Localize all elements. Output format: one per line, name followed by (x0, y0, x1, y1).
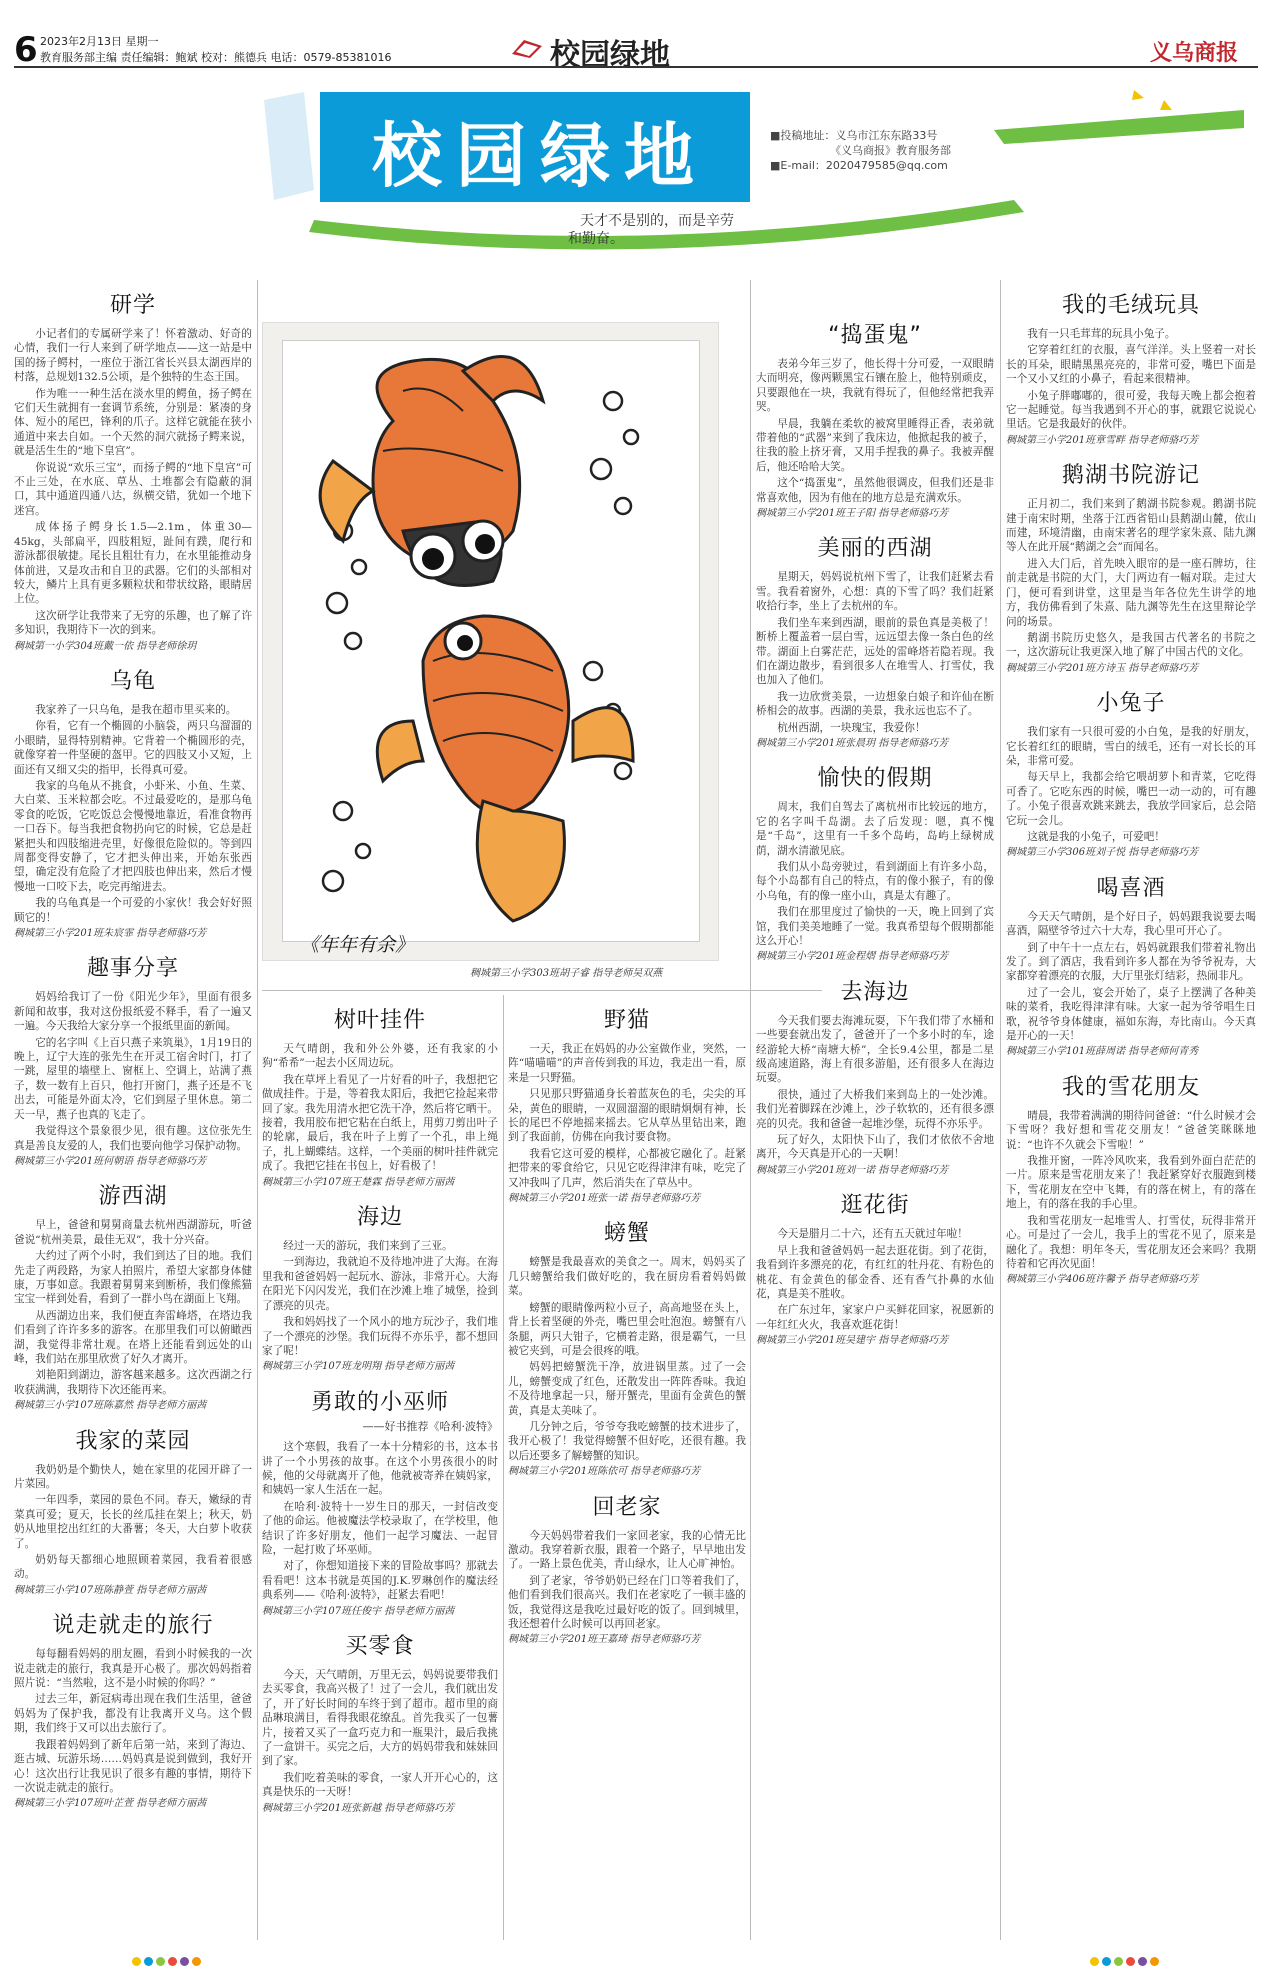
paragraph: 今天天气晴朗，是个好日子，妈妈跟我说要去喝喜酒，隔壁爷爷过六十大寿，我心里可开心了。 (1006, 910, 1256, 938)
paragraph: 我和妈妈找了一个风小的地方玩沙子，我们堆了一个漂亮的沙堡。我们玩得不亦乐乎，都不想回家了呢！ (262, 1316, 498, 1357)
paragraph: 这个“捣蛋鬼”，虽然他很调皮，但我们还是非常喜欢他，因为有他在的地方总是充满欢乐。 (756, 477, 994, 504)
article-byline: 稠城第三小学201班吴建宇 指导老师骆巧芳 (756, 1335, 949, 1347)
paragraph: 周末，我们自驾去了离杭州市比较远的地方，它的名字叫千岛湖。去了后发现：嗯，真不愧是“千岛”，这里有一千多个岛屿，岛屿上绿树成荫，湖水清澈见底。 (756, 801, 994, 857)
paragraph: 我推开窗，一阵冷风吹来，我看到外面白茫茫的一片。原来是雪花朋友来了！我赶紧穿好衣服跑到楼下，雪花朋友在空中飞舞，有的落在树上，有的落在地上，有的落在我的手心里。 (1006, 1155, 1256, 1211)
paragraph: 它穿着红红的衣服，喜气洋洋。头上竖着一对长长的耳朵，眼睛黑黑亮亮的，非常可爱，嘴巴下面是一个又小又红的小鼻子，看起来很精神。 (1006, 344, 1256, 386)
article-byline: 稠城第三小学201班何朝语 指导老师骆巧芳 (14, 1155, 207, 1167)
column-4 (756, 310, 994, 1940)
paragraph: 早上我和爸爸妈妈一起去逛花街。到了花街，我看到许多漂亮的花，有红红的牡丹花、有粉色的桃花、有金黄色的郁金香、还有香气扑鼻的水仙花，真是美不胜收。 (756, 1244, 994, 1300)
paragraph: 它的名字叫《上百只燕子来筑巢》，1月19日的晚上，辽宁大连的张先生在开灵工宿舍时门，打了一跳，屋里的墙壁上、窗框上、空调上，站满了燕子，数一数有上百只，他打开窗门，燕子还是不飞出去，可能是外面太冷，它们到屋子里休息。第二天一早，燕子也真的飞走了。 (14, 1036, 252, 1121)
contribute-dept: 《义乌商报》教育服务部 (830, 144, 951, 157)
footer-dot (1126, 1957, 1135, 1966)
paragraph: 今天是腊月二十六，还有五天就过年啦！ (777, 1228, 968, 1241)
paragraph: 对了，你想知道接下来的冒险故事吗？那就去看看吧！这本书就是英国的J.K.罗琳创作的魔法经典系列——《哈利·波特》，赶紧去看吧！ (262, 1560, 498, 1602)
paragraph: 只见那只野猫通身长着蓝灰色的毛，尖尖的耳朵，黄色的眼睛，一双圆溜溜的眼睛炯炯有神，长长的尾巴不停地摇来摇去。它从草丛里钻出来，跑到了我面前，仿佛在向我讨要食物。 (508, 1088, 746, 1144)
motto-line-1: 天才不是别的，而是辛劳 (580, 213, 734, 229)
article-byline: 稠城第三小学107班任俊宇 指导老师方丽茜 (262, 1605, 455, 1617)
paragraph: 这就是我的小兔子，可爱吧！ (1027, 830, 1165, 843)
paragraph: 你看，它有一个椭圆的小脑袋，两只乌溜溜的小眼睛，显得特别精神。它背着一个椭圆形的壳，就像穿着一件坚硬的盔甲。它的四肢又小又短，上面还有又细又尖的指甲，长得真可爱。 (14, 720, 252, 776)
article-title: 研学 (109, 293, 156, 318)
page-number: 6 (14, 30, 38, 70)
article-title: 鹅湖书院游记 (1061, 463, 1200, 489)
paragraph: 到了中午十一点左右，妈妈就跟我们带着礼物出发了。到了酒店，我看到许多人都在为爷爷祝寿，大家都穿着漂亮的衣服，大厅里张灯结彩，热闹非凡。 (1006, 941, 1256, 983)
column-5 (1006, 280, 1256, 1940)
footer-dot (1138, 1957, 1147, 1966)
paragraph: 这次研学让我带来了无穷的乐趣，也了解了许多知识，我期待下一次的到来。 (14, 609, 252, 637)
article-byline: 稠城第三小学201班方诗玉 指导老师骆巧芳 (1006, 662, 1199, 674)
article-byline: 稠城第三小学101班薛周诺 指导老师何青秀 (1006, 1046, 1199, 1058)
article-byline: 稠城第三小学201班张一诺 指导老师骆巧芳 (508, 1193, 701, 1205)
paragraph: 我们坐车来到西湖，眼前的景色真是美极了！断桥上覆盖着一层白雪，远远望去像一条白色的丝带。湖面上白雾茫茫，远处的雷峰塔若隐若现。我们在湖边散步，看到很多人在堆雪人、打雪仗，我也加入了他们。 (756, 616, 994, 687)
paragraph: 一天，我正在妈妈的办公室做作业，突然，一阵“喵喵喵”的声音传到我的耳边，我走出一看，原来是一只野猫。 (508, 1043, 746, 1084)
paragraph: 我跟着妈妈到了新年后第一站，来到了海边、逛古城、玩游乐场……妈妈真是说到做到，我好开心！这次出行让我见识了很多有趣的事情，期待下一次说走就走的旅行。 (14, 1738, 252, 1794)
article-byline: 稠城第三小学201班张晨玥 指导老师骆巧芳 (756, 737, 949, 749)
paragraph: 我看它这可爱的模样，心都被它融化了。赶紧把带来的零食给它，只见它吃得津津有味，吃完了又冲我叫了几声，然后消失在了草丛中。 (508, 1147, 746, 1189)
masthead-logo: 义乌商报 (1150, 40, 1239, 66)
footer-dot (1150, 1957, 1159, 1966)
article-byline: 稠城第三小学201班刘一诺 指导老师骆巧芳 (756, 1164, 949, 1176)
paragraph: 一到海边，我就迫不及待地冲进了大海。在海里我和爸爸妈妈一起玩水、游泳，非常开心。大海在阳光下闪闪发光，我们在沙滩上堆了城堡，捡到了漂亮的贝壳。 (262, 1256, 498, 1312)
paragraph: 玩了好久，太阳快下山了，我们才依依不舍地离开，今天真是开心的一天啊！ (756, 1134, 994, 1161)
paragraph: 一年四季，菜园的景色不同。春天，嫩绿的青菜真可爱；夏天，长长的丝瓜挂在架上；秋天，奶奶从地里挖出红红的大番薯；冬天，大白萝卜收获了。 (14, 1494, 252, 1550)
article-byline: 稠城第三小学107班陈嘉然 指导老师方丽茜 (14, 1400, 207, 1412)
article-byline: 稠城第三小学107班龙明翔 指导老师方丽茜 (262, 1361, 455, 1373)
article-title: 小兔子 (1096, 691, 1166, 717)
paragraph: 我们家有一只很可爱的小白兔，是我的好朋友，它长着红红的眼睛，雪白的绒毛，还有一对长长的耳朵，非常可爱。 (1006, 726, 1256, 767)
article-byline: 稠城第三小学201班章雪畔 指导老师骆巧芳 (1006, 434, 1199, 446)
paragraph: 早晨，我躺在柔软的被窝里睡得正香，表弟就带着他的“武器”来到了我床边，他掀起我的被子，往我的脸上挤牙膏，又用手捏我的鼻子。我被弄醒后，他还哈哈大笑。 (756, 417, 994, 473)
paragraph: 作为唯一一种生活在淡水里的鳄鱼，扬子鳄在它们天生就拥有一套调节系统，分别是：紧凑的身体、短小的尾巴，锋利的爪子。这样它就能在狭小通道中来去自如。一个天然的洞穴就扬子鳄来说，就是活生生的“地下皇宫”。 (14, 387, 252, 458)
paragraph: 每天早上，我都会给它喂胡萝卜和青菜，它吃得可香了。它吃东西的时候，嘴巴一动一动的，可有趣了。小兔子很喜欢跳来跳去，我放学回家后，总会陪它玩一会儿。 (1006, 771, 1256, 827)
section-divider (262, 990, 822, 991)
footer-dot (144, 1957, 153, 1966)
footer-dot (180, 1957, 189, 1966)
paragraph: 过了一会儿，宴会开始了，桌子上摆满了各种美味的菜肴，我吃得津津有味。大家一起为爷爷唱生日歌，祝爷爷身体健康，福如东海，寿比南山。今天真是开心的一天！ (1006, 986, 1256, 1043)
article-title: 美丽的西湖 (817, 536, 933, 562)
paragraph: 今天妈妈带着我们一家回老家，我的心情无比激动。我穿着新衣服，跟着一个路子，早早地出发了。一路上景色优美，青山绿水，让人心旷神怡。 (508, 1529, 746, 1571)
paragraph: 我奶奶是个勤快人，她在家里的花园开辟了一片菜园。 (14, 1463, 252, 1490)
article-title: 趣事分享 (86, 956, 179, 982)
paragraph: 奶奶每天都细心地照顾着菜园，我看着很感动。 (14, 1554, 252, 1581)
article-title: 勇敢的小巫师 (310, 1389, 449, 1415)
article-title: 乌龟 (109, 668, 156, 694)
motto-line-2: 和勤奋。 (568, 231, 624, 247)
article-title: 去海边 (840, 979, 910, 1005)
footer-dot (156, 1957, 165, 1966)
artwork-canvas (282, 340, 700, 942)
paragraph: 小兔子胖嘟嘟的，很可爱，我每天晚上都会抱着它一起睡觉。每当我遇到不开心的事，就跟它说说心里话。它是我最好的伙伴。 (1006, 389, 1256, 431)
paragraph: 我觉得这个景象很少见，很有趣。这位张先生真是善良友爱的人，我们也要向他学习保护动物。 (14, 1125, 252, 1152)
paragraph: 我和雪花朋友一起堆雪人、打雪仗，玩得非常开心。可是过了一会儿，我手上的雪花不见了，原来是融化了。我想：明年冬天，雪花朋友还会来吗？我期待着和它再次见面！ (1006, 1214, 1256, 1270)
paragraph: 我一边欣赏美景，一边想象白娘子和许仙在断桥相会的故事。西湖的美景，我永远也忘不了。 (756, 690, 994, 718)
paragraph: 今天，天气晴朗，万里无云，妈妈说要带我们去买零食，我高兴极了！过了一会儿，我们就出发了，开了好长时间的车终于到了超市。超市里的商品琳琅满目，看得我眼花缭乱。首先我买了一包薯片，接着又买了一盒巧克力和一瓶果汁，最后我挑了一盒饼干。买完之后，大方的妈妈带我和妹妹回到了家。 (262, 1669, 498, 1768)
footer-dot (1114, 1957, 1123, 1966)
article-title: 我家的菜园 (75, 1428, 191, 1454)
contribute-info (770, 128, 951, 173)
paragraph: 从西湖边出来，我们便直奔雷峰塔，在塔边我们看到了许许多多的游客。在那里我们可以俯瞰西湖，我觉得非常壮观。在塔上还能看到远处的山峰，我们站在那里欣赏了好久才离开。 (14, 1309, 252, 1365)
paragraph: 杭州西湖，一块瑰宝，我爱你！ (777, 721, 926, 734)
paragraph: 星期天，妈妈说杭州下雪了，让我们赶紧去看雪。我看着窗外，心想：真的下雪了吗？我们赶紧收拾行李，坐上了去杭州的车。 (756, 571, 994, 613)
paragraph: 你说说“欢乐三宝”，而扬子鳄的“地下皇宫”可不止三处，在水底、草丛、土堆都会有隐蔽的洞口，其中通道四通八达，纵横交错，犹如一个地下迷宫。 (14, 461, 252, 517)
footer-dot (168, 1957, 177, 1966)
contribute-email: ■E-mail：2020479585@qq.com (770, 159, 948, 172)
article-byline: 稠城第三小学201班张新越 指导老师骆巧芳 (262, 1802, 455, 1814)
paragraph: 小记者们的专属研学来了！怀着激动、好奇的心情，我们一行人来到了研学地点——这一站是中国的扬子鳄村，一座位于浙江省长兴县太湖西岸的村落，总规划132.5公顷，是个独特的生态王国。 (14, 328, 252, 384)
paragraph: 今天我们要去海滩玩耍，下午我们带了水桶和一些要套就出发了，爸爸开了一个多小时的车，途经游轮大桥“南塘大桥”，全长9.4公里，都是二星级高速道路，海上有很多游船，还有很多人在海边玩耍。 (756, 1014, 994, 1085)
paragraph: 我们在那里度过了愉快的一天，晚上回到了宾馆，我们美美地睡了一觉。我真希望每个假期都能这么开心！ (756, 906, 994, 947)
article-byline: 稠城第三小学406班许馨予 指导老师骆巧芳 (1006, 1274, 1199, 1286)
paragraph: 天气晴朗，我和外公外婆，还有我家的小狗“希希”一起去小区周边玩。 (262, 1043, 498, 1070)
article-byline: 稠城第三小学201班金程熠 指导老师骆巧芳 (756, 951, 949, 963)
column-divider (257, 280, 258, 1940)
paragraph: 每每翻看妈妈的朋友圈，看到小时候我的一次说走就走的旅行，我真是开心极了。那次妈妈指着照片说：“当然啦，这不是小时候的你吗？” (14, 1648, 252, 1690)
paragraph: 我们从小岛旁驶过，看到湖面上有许多小岛，每个小岛都有自己的特点，有的像小猴子，有的像小乌龟，有的像一座小山，真是太有趣了。 (756, 860, 994, 902)
header-info (40, 34, 391, 66)
section-title: 校园绿地 (550, 38, 670, 73)
article-byline: 稠城第三小学201班王子阳 指导老师骆巧芳 (756, 508, 949, 520)
article-title: 逛花街 (840, 1193, 910, 1219)
article-title: 我的雪花朋友 (1061, 1074, 1200, 1100)
paragraph: 螃蟹是我最喜欢的美食之一。周末，妈妈买了几只螃蟹给我们做好吃的，我在厨房看着妈妈做菜。 (508, 1256, 746, 1298)
article-title: 回老家 (592, 1494, 662, 1520)
motto (568, 212, 734, 248)
article-byline: 稠城第三小学107班陈静萱 指导老师方丽茜 (14, 1584, 207, 1596)
paragraph: 我在草坪上看见了一片好看的叶子，我想把它做成挂件。于是，等着我太阳后，我把它捡起来带回了家。我先用清水把它洗干净，然后将它晒干。接着，我用胶布把它粘在白纸上，用剪刀剪出叶子的轮廓，最后，我在叶子上剪了一个孔，串上绳子，扎上蝴蝶结。这样，一个美丽的树叶挂件就完成了。我把它挂在书包上，好看极了！ (262, 1073, 498, 1173)
paragraph: 成体扬子鳄身长1.5—2.1m，体重30—45kg，头部扁平，四肢粗短，趾间有蹼，爬行和游泳都很敏捷。尾长且粗壮有力，在水里能推动身体前进，又是攻击和自卫的武器。它们的头部相对较大，鳞片上具有更多颗粒状和带状纹路，眼睛居上位。 (14, 521, 252, 606)
paragraph: 很快，通过了大桥我们来到岛上的一处沙滩。我们光着脚踩在沙滩上，沙子软软的，还有很多漂亮的贝壳。我和爸爸一起堆沙堡，玩得不亦乐乎。 (756, 1088, 994, 1130)
article-byline: 稠城第三小学201班陈依可 指导老师骆巧芳 (508, 1466, 701, 1478)
paragraph: 正月初二，我们来到了鹅湖书院参观。鹅湖书院建于南宋时期，坐落于江西省铅山县鹅湖山麓，依山而建，环境清幽，由南宋著名的理学家朱熹、陆九渊等人在此开展“鹅湖之会”而闻名。 (1006, 498, 1256, 554)
article-byline: 稠城第三小学107班叶芷萱 指导老师方丽茜 (14, 1798, 207, 1810)
paragraph: 我们吃着美味的零食，一家人开开心心的，这真是快乐的一天呀！ (262, 1771, 498, 1799)
article-title: 愉快的假期 (817, 766, 933, 792)
artwork-title: 《年年有余》 (300, 934, 415, 956)
issue-date: 2023年2月13日 星期一 (40, 35, 159, 48)
paragraph: 我家的乌龟从不挑食，小虾米、小鱼、生菜、大白菜、玉米粒都会吃。不过最爱吃的，是那乌龟零食的吃饭，它吃饭总会慢慢地靠近，看准食物再一口吞下。每当我把食物扔向它的时候，它总是赶紧把头和四肢缩进壳里，好像很危险似的。等到四周都变得安静了，它才把头伸出来，开始东张西望，确定没有危险了才把四肢也伸出来，然后才慢慢地一口咬下去，吃完再缩进去。 (14, 779, 252, 893)
paragraph: 过去三年，新冠病毒出现在我们生活里，爸爸妈妈为了保护我，都没有让我离开义乌。这个假期，我们终于又可以出去旅行了。 (14, 1693, 252, 1735)
article-title: 喝喜酒 (1096, 875, 1166, 901)
column-1 (14, 280, 252, 1940)
column-divider (1000, 280, 1001, 1940)
article-title: 树叶挂件 (333, 1008, 426, 1033)
paragraph: 几分钟之后，爷爷夸我吃螃蟹的技术进步了，我开心极了！我觉得螃蟹不但好吃，还很有趣。我以后还要多了解螃蟹的知识。 (508, 1420, 746, 1462)
paragraph: 我家养了一只乌龟，是我在超市里买来的。 (35, 703, 237, 716)
footer-dots-right (1090, 1951, 1162, 1970)
paragraph: 螃蟹的眼睛像两粒小豆子，高高地竖在头上，背上长着坚硬的外壳，嘴巴里会吐泡泡。螃蟹有八条腿，两只大钳子，它横着走路，很是霸气，一旦被它夹到，可是会很疼的哦。 (508, 1301, 746, 1357)
article-subtitle: ——好书推荐《哈利·波特》 (362, 1419, 498, 1433)
goldfish-painting (283, 341, 699, 941)
paragraph: 在广东过年，家家户户买鲜花回家，祝愿新的一年红红火火，我喜欢逛花街！ (756, 1304, 994, 1331)
footer-dot (192, 1957, 201, 1966)
footer-dot (132, 1957, 141, 1966)
paragraph: 妈妈把螃蟹洗干净，放进锅里蒸。过了一会儿，螃蟹变成了红色，还散发出一阵阵香味。我迫不及待地拿起一只，掰开蟹壳，里面有金黄色的蟹黄，真是太美味了。 (508, 1361, 746, 1417)
banner-title: 校园绿地 (372, 115, 708, 197)
article-byline: 稠城第三小学107班王楚霖 指导老师方丽茜 (262, 1176, 455, 1188)
article-title: 海边 (356, 1205, 403, 1231)
article-title: 游西湖 (98, 1184, 168, 1210)
column-2 (262, 995, 498, 1940)
paragraph: 进入大门后，首先映入眼帘的是一座石牌坊，往前走就是书院的大门，大门两边有一幅对联。走过大门，便可看到讲堂，这里是当年各位先生讲学的地方，我仿佛看到了朱熹、陆九渊等先生在这里辩论学问的场景。 (1006, 557, 1256, 628)
artwork-byline: 稠城第三小学303班胡子睿 指导老师吴双燕 (470, 968, 663, 979)
paragraph: 大约过了两个小时，我们到达了目的地。我们先走了两段路，为家人拍照片，希望大家都身体健康，万事如意。我跟着舅舅来到断桥，我们像熊猫宝宝一样到处看，看到了一群小鸟在湖面上飞翔。 (14, 1250, 252, 1306)
paragraph: 鹅湖书院历史悠久，是我国古代著名的书院之一，这次游玩让我更深入地了解了中国古代的文化。 (1006, 631, 1256, 659)
article-title: 我的毛绒玩具 (1061, 293, 1200, 318)
article-title: 说走就走的旅行 (52, 1613, 214, 1639)
footer-dot (1102, 1957, 1111, 1966)
article-title: “捣蛋鬼” (828, 323, 922, 348)
paragraph: 刘艳阳到湖边，游客越来越多。这次西湖之行收获满满，我期待下次还能再来。 (14, 1369, 252, 1396)
column-divider (750, 280, 751, 1940)
paragraph: 妈妈给我订了一份《阳光少年》，里面有很多新闻和故事，我对这份报纸爱不释手，看了一遍又一遍。今天我给大家分享一个报纸里面的新闻。 (14, 991, 252, 1033)
section-logo-icon (510, 38, 544, 64)
paragraph: 我有一只毛茸茸的玩具小兔子。 (1027, 328, 1176, 340)
article-title: 螃蟹 (603, 1221, 650, 1247)
article-title: 野猫 (603, 1008, 650, 1033)
paragraph: 这个寒假，我看了一本十分精彩的书，这本书讲了一个小男孩的故事。在这个小男孩很小的时候，他的父母就离开了他，他就被寄养在姨妈家，和姨妈一家人生活在一起。 (262, 1441, 498, 1497)
article-title: 买零食 (345, 1634, 415, 1659)
editor-line: 教育服务部主编 责任编辑：鲍斌 校对：熊德兵 电话：0579-85381016 (40, 51, 392, 64)
footer-dots-left (132, 1951, 204, 1970)
paragraph: 表弟今年三岁了，他长得十分可爱，一双眼睛大而明亮，像两颗黑宝石镶在脸上，他特别顽皮，只要跟他在一块，我就有得玩了，但他经常把我弄哭。 (756, 358, 994, 414)
paragraph: 在哈利·波特十一岁生日的那天，一封信改变了他的命运。他被魔法学校录取了，在学校里，他结识了许多好朋友，他们一起学习魔法、一起冒险，一起打败了坏巫师。 (262, 1500, 498, 1556)
header-rule (14, 66, 1258, 68)
paragraph: 到了老家，爷爷奶奶已经在门口等着我们了，他们看到我们很高兴。我们在老家吃了一顿丰盛的饭，我觉得这是我吃过最好吃的饭了。回到城里，我还想着什么时候可以再回老家。 (508, 1574, 746, 1630)
article-byline: 稠城第一小学304班戴一依 指导老师徐玥 (14, 640, 197, 652)
article-byline: 稠城第三小学306班刘子悦 指导老师骆巧芳 (1006, 847, 1199, 859)
article-byline: 稠城第三小学201班王嘉琦 指导老师骆巧芳 (508, 1634, 701, 1646)
column-divider (503, 995, 504, 1940)
footer-dot (1090, 1957, 1099, 1966)
paragraph: 我的乌龟真是一个可爱的小家伙！我会好好照顾它的！ (14, 897, 252, 924)
paragraph: 经过一天的游玩，我们来到了三亚。 (283, 1240, 453, 1253)
paragraph: 晴晨，我带着满满的期待问爸爸：“什么时候才会下雪呀？我好想和雪花交朋友！”爸爸笑眯眯地说：“也许不久就会下雪啦！” (1006, 1109, 1256, 1151)
column-3 (508, 995, 746, 1940)
paragraph: 早上，爸爸和舅舅商量去杭州西湖游玩，听爸爸说“杭州美景，最佳无双”，我十分兴奋。 (14, 1219, 252, 1246)
contribute-address: ■投稿地址：义乌市江东东路33号 (770, 129, 938, 142)
article-byline: 稠城第三小学201班朱宸霏 指导老师骆巧芳 (14, 928, 207, 940)
